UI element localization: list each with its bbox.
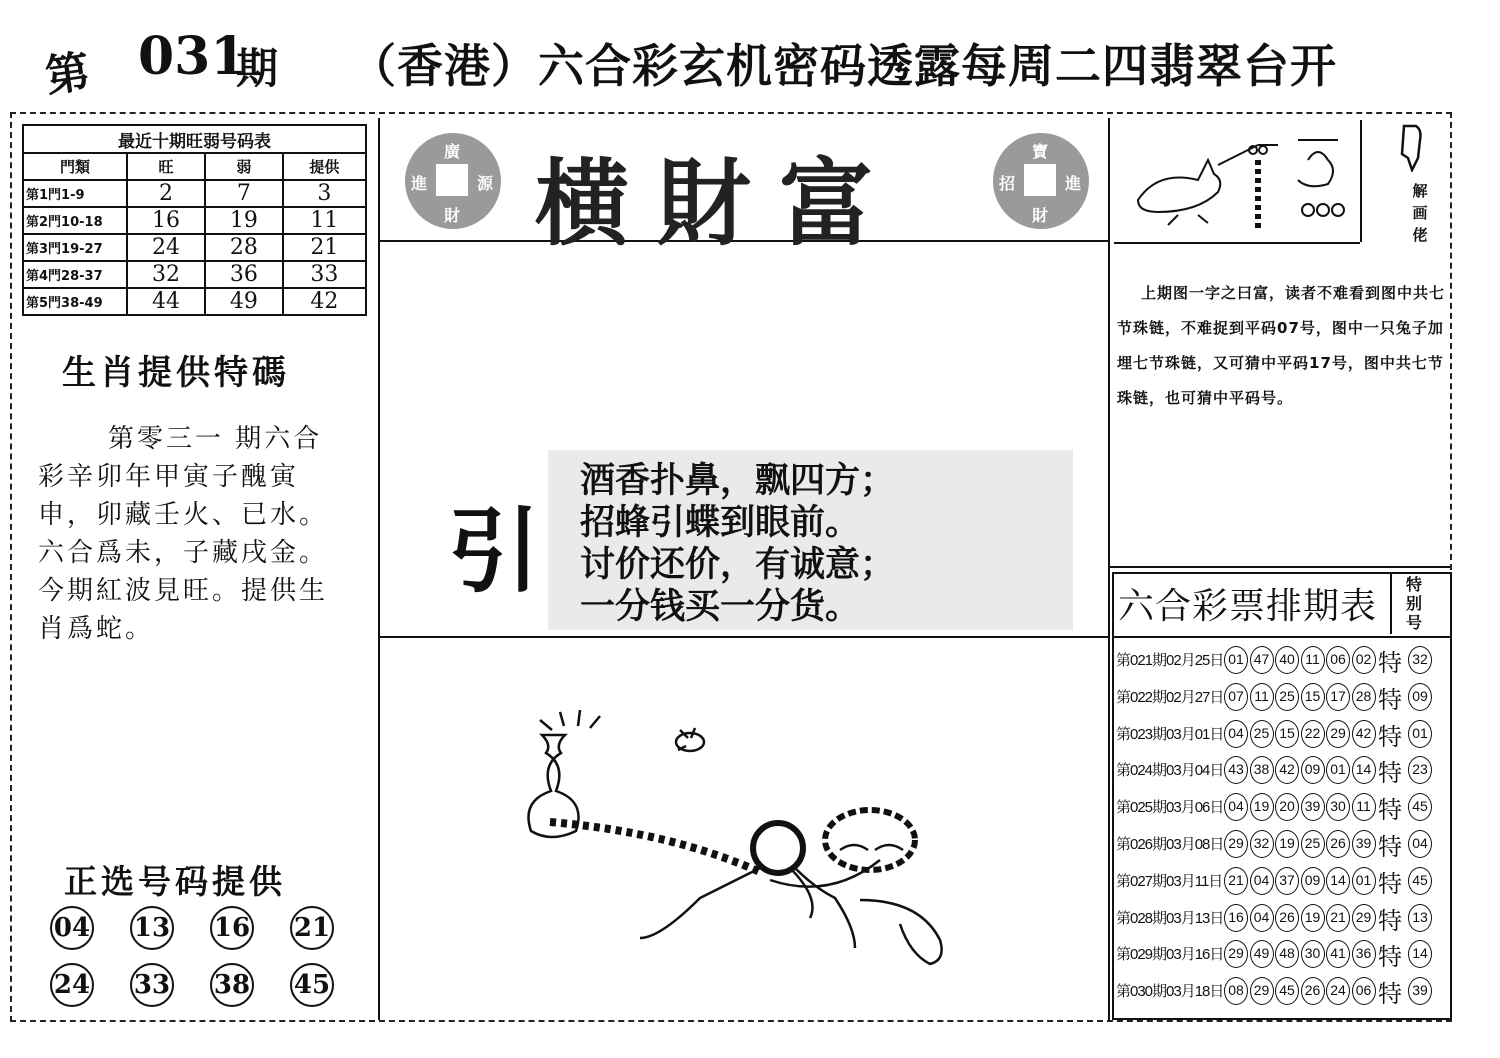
draw-number: 22 (1301, 720, 1325, 748)
draw-number: 29 (1326, 720, 1350, 748)
schedule-title: 六合彩票排期表 (1118, 586, 1378, 627)
draw-number: 36 (1352, 940, 1376, 968)
draw-number: 30 (1326, 793, 1350, 821)
draw-number: 24 (1326, 977, 1350, 1005)
draw-number: 15 (1301, 683, 1325, 711)
special-number: 14 (1408, 940, 1432, 968)
cell-tigong: 3 (283, 180, 366, 207)
special-marker: 特 (1378, 649, 1402, 677)
schedule-date: 第028期03月13日 (1116, 909, 1224, 927)
hot-cold-table (22, 124, 367, 316)
schedule-row (1116, 679, 1448, 715)
schedule-row (1116, 642, 1448, 678)
table-caption: 最近十期旺弱号码表 (23, 125, 366, 153)
header-di: 第 (42, 46, 93, 103)
draw-number: 38 (1250, 756, 1274, 784)
pointing-hand-icon (1398, 122, 1428, 172)
cell-tigong: 42 (283, 288, 366, 315)
issue-number: 031 (138, 26, 247, 87)
draw-number: 04 (1224, 793, 1248, 821)
draw-number: 14 (1326, 867, 1350, 895)
draw-number: 16 (1224, 904, 1248, 932)
coin-left-icon: 廣 進 源 財 (405, 133, 501, 229)
special-number: 01 (1408, 720, 1432, 748)
draw-number: 02 (1352, 646, 1376, 674)
special-number: 45 (1408, 867, 1432, 895)
special-number: 23 (1408, 756, 1432, 784)
cell-tigong: 33 (283, 261, 366, 288)
draw-number: 43 (1224, 756, 1248, 784)
schedule-date: 第030期03月18日 (1116, 983, 1224, 1001)
pick-ball: 33 (130, 963, 174, 1007)
pick-ball: 21 (290, 906, 334, 950)
draw-number: 07 (1224, 683, 1248, 711)
picks-title: 正选号码提供 (64, 862, 286, 901)
poem (580, 460, 895, 628)
pick-ball: 04 (50, 906, 94, 950)
table-row (23, 207, 366, 234)
special-marker: 特 (1378, 685, 1402, 714)
special-number: 45 (1408, 793, 1432, 821)
draw-number: 30 (1301, 940, 1325, 968)
schedule-date: 第027期03月11日 (1116, 872, 1223, 890)
cell-ruo: 7 (205, 180, 283, 207)
schedule-date: 第022期02月27日 (1116, 688, 1224, 706)
rabbit-icon (1138, 160, 1220, 212)
picture-underline (1114, 242, 1360, 244)
draw-number: 26 (1275, 904, 1299, 932)
col-header: 提供 (283, 153, 366, 180)
draw-number: 29 (1224, 830, 1248, 858)
draw-number: 49 (1250, 940, 1274, 968)
bee-icon (676, 728, 704, 751)
col-header: 門類 (23, 153, 127, 180)
special-marker: 特 (1378, 980, 1402, 1009)
draw-number: 19 (1275, 830, 1299, 858)
cell-wang: 2 (127, 180, 205, 207)
draw-number: 09 (1301, 756, 1325, 784)
cell-wang: 16 (127, 207, 205, 234)
schedule-row (1116, 973, 1448, 1009)
pick-ball: 16 (210, 906, 254, 950)
special-marker: 特 (1378, 722, 1402, 751)
cell-ruo: 28 (205, 234, 283, 261)
col-header: 旺 (127, 153, 205, 180)
cell-wang: 24 (127, 234, 205, 261)
draw-number: 17 (1326, 683, 1350, 711)
draw-number: 04 (1250, 904, 1274, 932)
draw-number: 41 (1326, 940, 1350, 968)
zodiac-text: 第零三一 期六合彩辛卯年甲寅子醜寅申，卯藏壬火、已水。六合爲未，子藏戌金。今期紅波見旺。提供生肖爲蛇。 (38, 424, 329, 644)
special-label: 特 别 号 (1405, 575, 1422, 632)
header-title: （香港）六合彩玄机密码透露每周二四翡翠台开 (350, 39, 1337, 93)
poem-divider (380, 636, 1108, 638)
schedule-header-line (1112, 636, 1452, 638)
zodiac-title: 生肖提供特碼 (62, 353, 290, 393)
draw-number: 29 (1224, 940, 1248, 968)
picture-hint-text: 上期图一字之曰富，读者不难看到图中共七节珠链，不难捉到平码07号，图中一只兔子加埋七节珠链，又可猜中平码17号，图中共七节珠链，也可猜中平码号。 (1117, 284, 1446, 407)
special-marker: 特 (1378, 833, 1402, 861)
col-header: 弱 (205, 153, 283, 180)
draw-number: 39 (1301, 793, 1325, 821)
draw-number: 11 (1250, 683, 1274, 711)
schedule-date: 第021期02月25日 (1116, 652, 1224, 669)
draw-number: 19 (1301, 904, 1325, 932)
draw-number: 04 (1224, 720, 1248, 748)
schedule-row (1116, 826, 1448, 862)
right-divider (1108, 118, 1110, 1020)
schedule-date: 第025期03月06日 (1116, 799, 1224, 817)
draw-number: 01 (1326, 756, 1350, 784)
schedule-date: 第029期03月16日 (1116, 946, 1224, 964)
picture-side-line (1360, 120, 1362, 242)
special-marker: 特 (1378, 869, 1402, 898)
jie-hua-lao-label: 解 画 佬 (1412, 182, 1428, 244)
draw-number: 28 (1352, 683, 1376, 711)
pick-ball: 13 (130, 906, 174, 950)
schedule-row (1116, 789, 1448, 825)
draw-number: 04 (1250, 867, 1274, 895)
draw-number: 26 (1301, 977, 1325, 1005)
coin-right-icon: 寶 招 進 財 (993, 133, 1089, 229)
cell-tigong: 21 (283, 234, 366, 261)
cell-ruo: 36 (205, 261, 283, 288)
draw-number: 19 (1250, 793, 1274, 821)
draw-number: 14 (1352, 756, 1376, 784)
draw-number: 01 (1352, 867, 1376, 895)
draw-number: 42 (1275, 756, 1299, 784)
poem-line: 一分钱买一分货。 (580, 587, 861, 627)
gourd-bowl-illustration (520, 700, 990, 1000)
row-label: 第3門19-27 (23, 234, 127, 261)
schedule-date: 第026期03月08日 (1116, 836, 1224, 853)
draw-number: 25 (1275, 683, 1299, 711)
pick-ball: 45 (290, 963, 334, 1007)
cell-ruo: 49 (205, 288, 283, 315)
special-marker: 特 (1378, 906, 1402, 935)
draw-number: 11 (1352, 793, 1376, 821)
special-number: 13 (1408, 904, 1432, 932)
draw-number: 06 (1352, 977, 1376, 1005)
special-marker: 特 (1378, 943, 1402, 972)
table-row (23, 261, 366, 288)
draw-number: 32 (1250, 830, 1274, 858)
poem-line: 酒香扑鼻，飘四方； (580, 461, 896, 501)
table-row (23, 288, 366, 315)
row-label: 第5門38-49 (23, 288, 127, 315)
right-mid-divider (1110, 566, 1450, 568)
rabbit-chain-illustration (1118, 120, 1360, 240)
special-number: 39 (1408, 977, 1432, 1005)
brand-title: 横財富 (535, 149, 902, 259)
cell-tigong: 11 (283, 207, 366, 234)
draw-number: 39 (1352, 830, 1376, 858)
draw-number: 15 (1275, 720, 1299, 748)
row-label: 第2門10-18 (23, 207, 127, 234)
special-marker: 特 (1378, 796, 1402, 825)
row-label: 第1門1-9 (23, 180, 127, 207)
special-number: 09 (1408, 683, 1432, 711)
pick-ball: 38 (210, 963, 254, 1007)
draw-number: 09 (1301, 867, 1325, 895)
pick-ball: 24 (50, 963, 94, 1007)
poem-line: 讨价还价，有诚意； (580, 545, 896, 585)
draw-number: 47 (1250, 646, 1274, 674)
left-divider (378, 118, 380, 1020)
schedule-date: 第024期03月04日 (1116, 762, 1224, 780)
draw-number: 37 (1275, 867, 1299, 895)
schedule-row (1116, 863, 1448, 899)
draw-number: 25 (1250, 720, 1274, 748)
yin-character: 引 (448, 498, 541, 605)
row-label: 第4門28-37 (23, 261, 127, 288)
draw-number: 45 (1275, 977, 1299, 1005)
draw-number: 21 (1224, 867, 1248, 895)
draw-number: 01 (1224, 646, 1248, 674)
draw-number: 29 (1352, 904, 1376, 932)
draw-number: 21 (1326, 904, 1350, 932)
draw-number: 26 (1326, 830, 1350, 858)
draw-number: 20 (1275, 793, 1299, 821)
table-row (23, 180, 366, 207)
special-number: 04 (1408, 830, 1432, 858)
sparkle-icon (540, 710, 600, 730)
schedule-row (1116, 936, 1448, 972)
cell-wang: 44 (127, 288, 205, 315)
table-row (23, 234, 366, 261)
draw-number: 06 (1326, 646, 1350, 674)
draw-number: 42 (1352, 720, 1376, 748)
draw-number: 11 (1301, 646, 1325, 674)
special-marker: 特 (1378, 759, 1402, 788)
schedule-date: 第023期03月01日 (1116, 725, 1224, 743)
special-number: 32 (1408, 646, 1432, 674)
draw-number: 40 (1275, 646, 1299, 674)
draw-number: 29 (1250, 977, 1274, 1005)
header-qi: 期 (236, 44, 279, 93)
cell-ruo: 19 (205, 207, 283, 234)
draw-number: 08 (1224, 977, 1248, 1005)
cell-wang: 32 (127, 261, 205, 288)
poem-line: 招蜂引蝶到眼前。 (580, 503, 861, 543)
draw-number: 48 (1275, 940, 1299, 968)
schedule-row (1116, 900, 1448, 936)
draw-number: 25 (1301, 830, 1325, 858)
schedule-row (1116, 716, 1448, 752)
schedule-row (1116, 752, 1448, 788)
